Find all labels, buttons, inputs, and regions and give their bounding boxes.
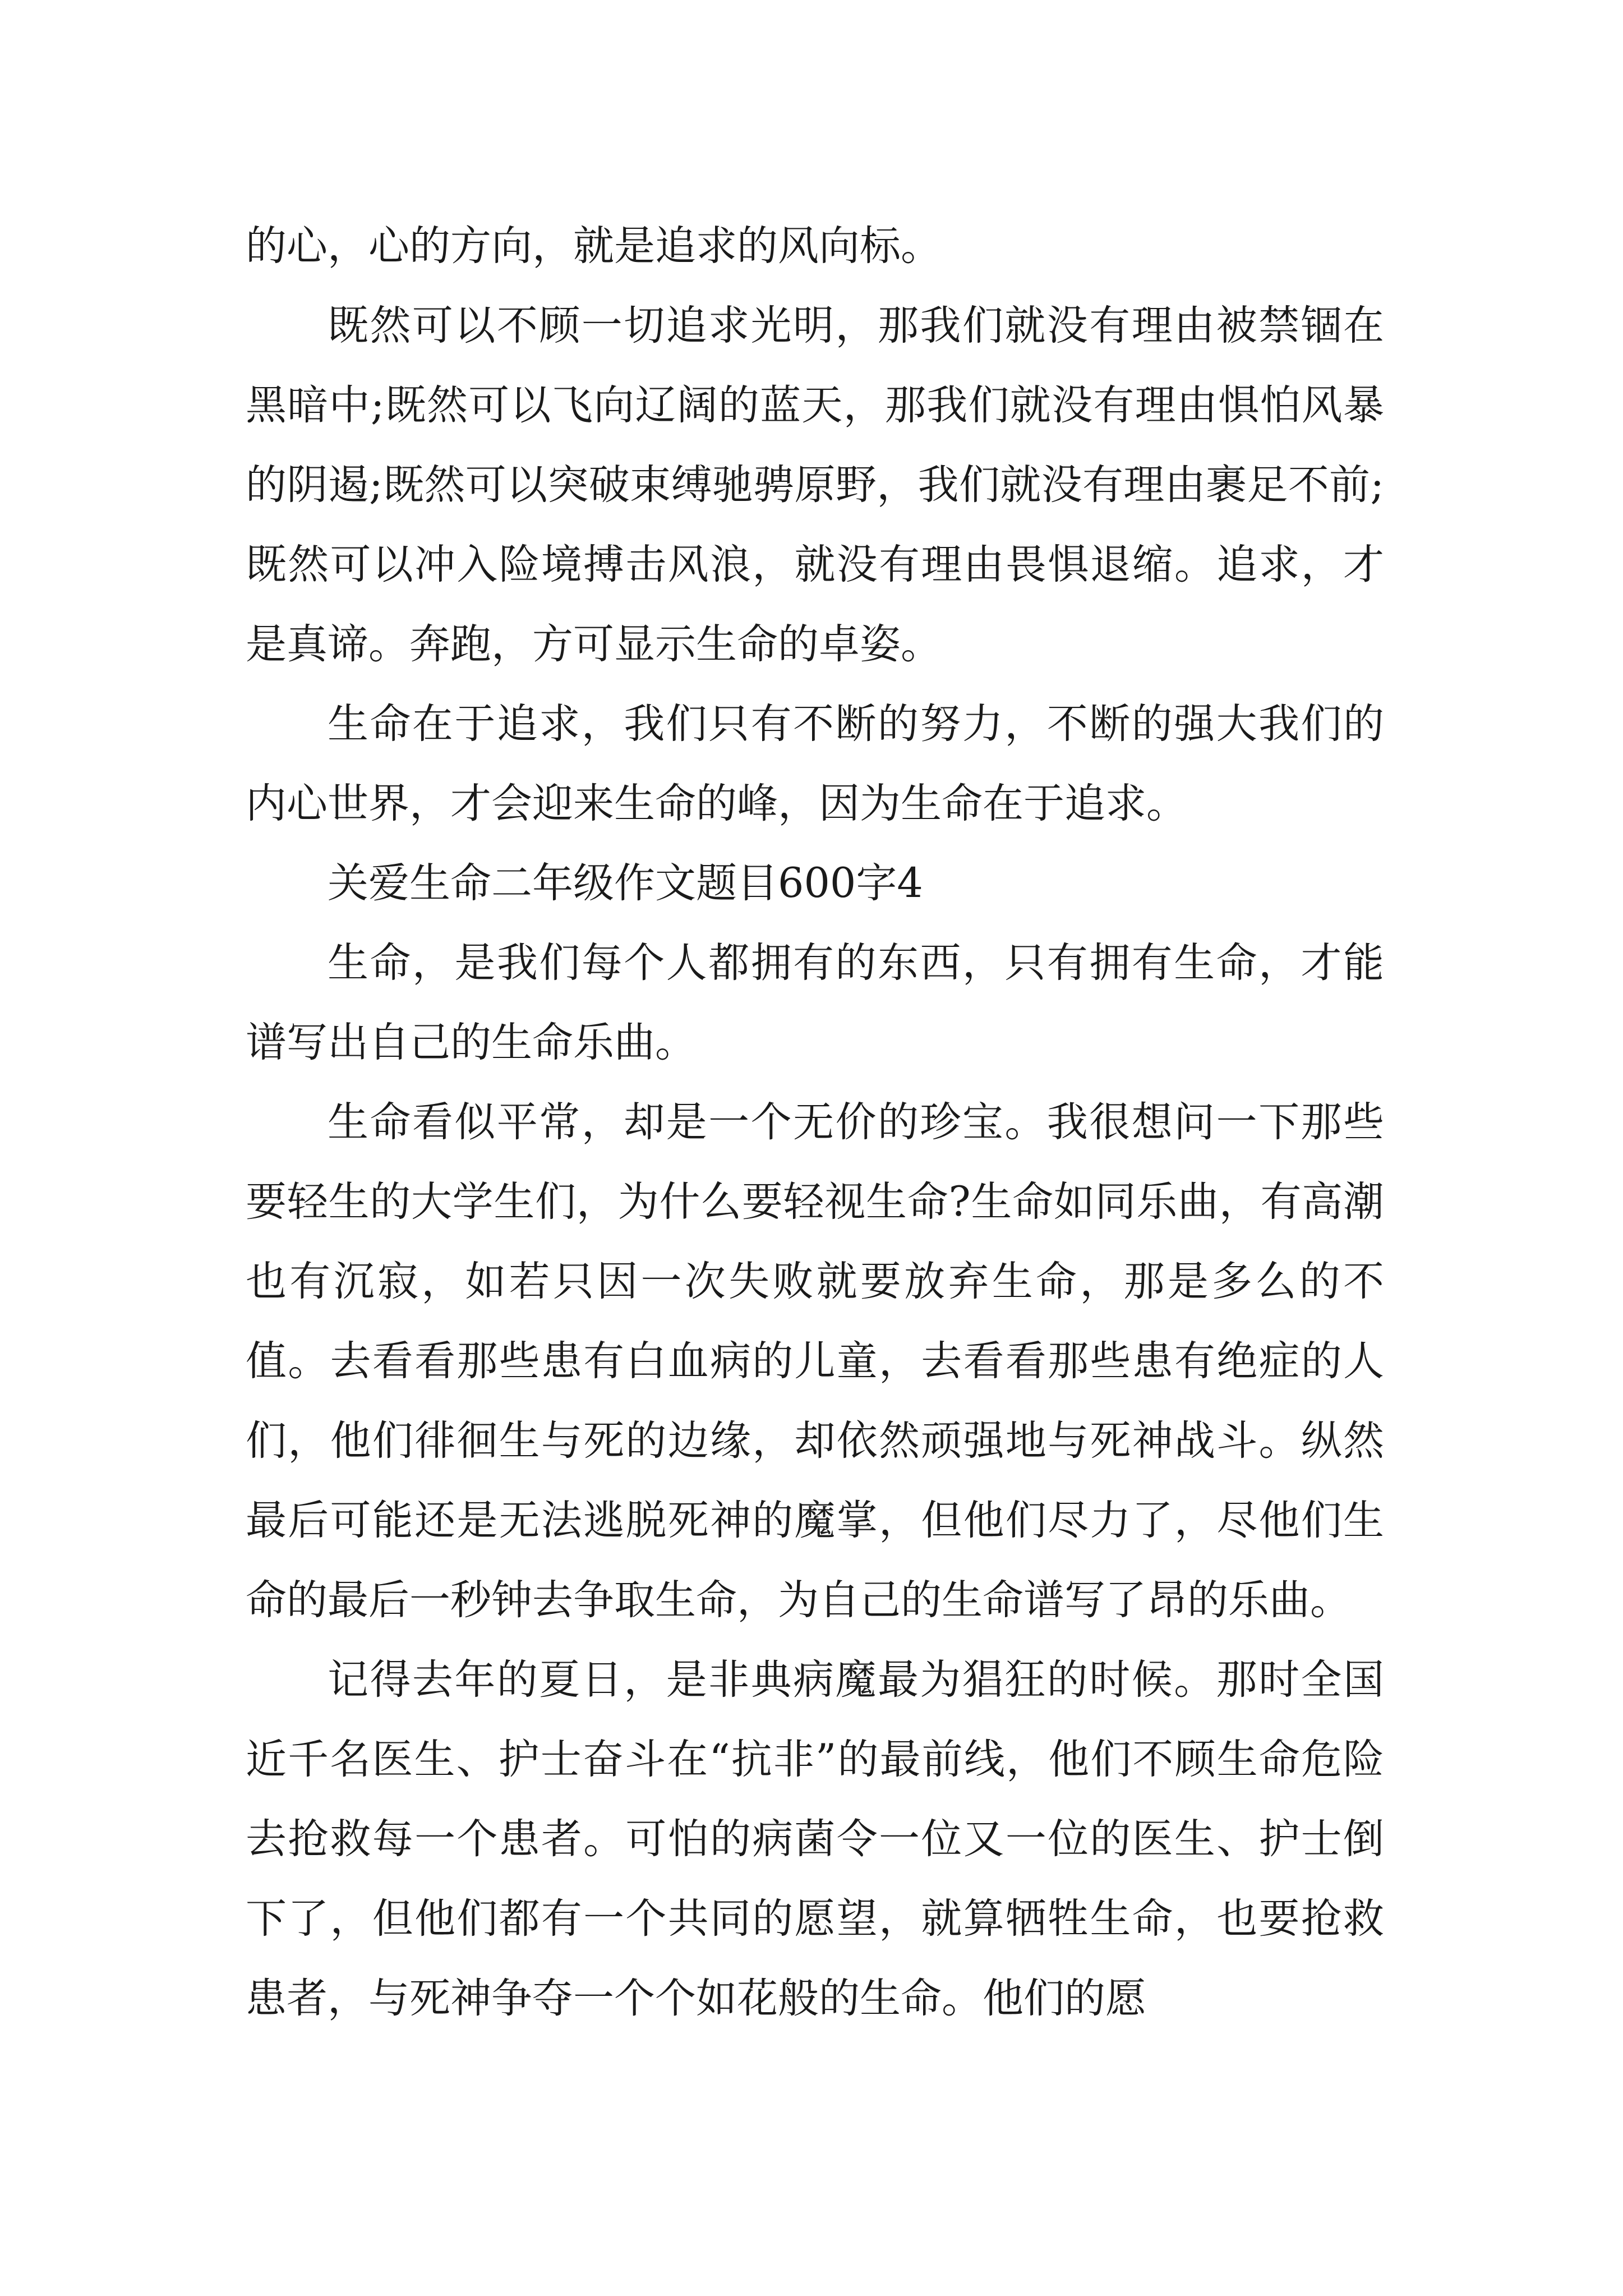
- paragraph: 生命在于追求，我们只有不断的努力，不断的强大我们的内心世界，才会迎来生命的峰，因为生命在于追求。: [246, 700, 1384, 827]
- paragraph: 生命，是我们每个人都拥有的东西，只有拥有生命，才能谱写出自己的生命乐曲。: [246, 939, 1384, 1066]
- body-text: [246, 206, 1384, 2039]
- paragraph: 既然可以不顾一切追求光明，那我们就没有理由被禁锢在黑暗中;既然可以飞向辽阔的蓝天，那我们就没有理由惧怕风暴的阴遏;既然可以突破束缚驰骋原野，我们就没有理由裹足不前;既然可以冲入险境搏击风浪，就没有理由畏惧退缩。追求，才是真谛。奔跑，方可显示生命的卓姿。: [246, 302, 1384, 668]
- section-heading: 关爱生命二年级作文题目600字4: [328, 859, 923, 907]
- paragraph: 记得去年的夏日，是非典病魔最为猖狂的时候。那时全国近千名医生、护士奋斗在“抗非”的最前线，他们不顾生命危险去抢救每一个患者。可怕的病菌令一位又一位的医生、护士倒下了，但他们都有一个共同的愿望，就算牺牲生命，也要抢救患者，与死神争夺一个个如花般的生命。他们的愿: [246, 1656, 1384, 2022]
- paragraph: 的心，心的方向，就是追求的风向标。: [246, 222, 942, 270]
- paragraph: 生命看似平常，却是一个无价的珍宝。我很想问一下那些要轻生的大学生们，为什么要轻视生命?生命如同乐曲，有高潮也有沉寂，如若只因一次失败就要放弃生命，那是多么的不值。去看看那些患有白血病的儿童，去看看那些患有绝症的人们，他们徘徊生与死的边缘，却依然顽强地与死神战斗。纵然最后可能还是无法逃脱死神的魔掌，但他们尽力了，尽他们生命的最后一秒钟去争取生命，为自己的生命谱写了昂的乐曲。: [246, 1098, 1384, 1624]
